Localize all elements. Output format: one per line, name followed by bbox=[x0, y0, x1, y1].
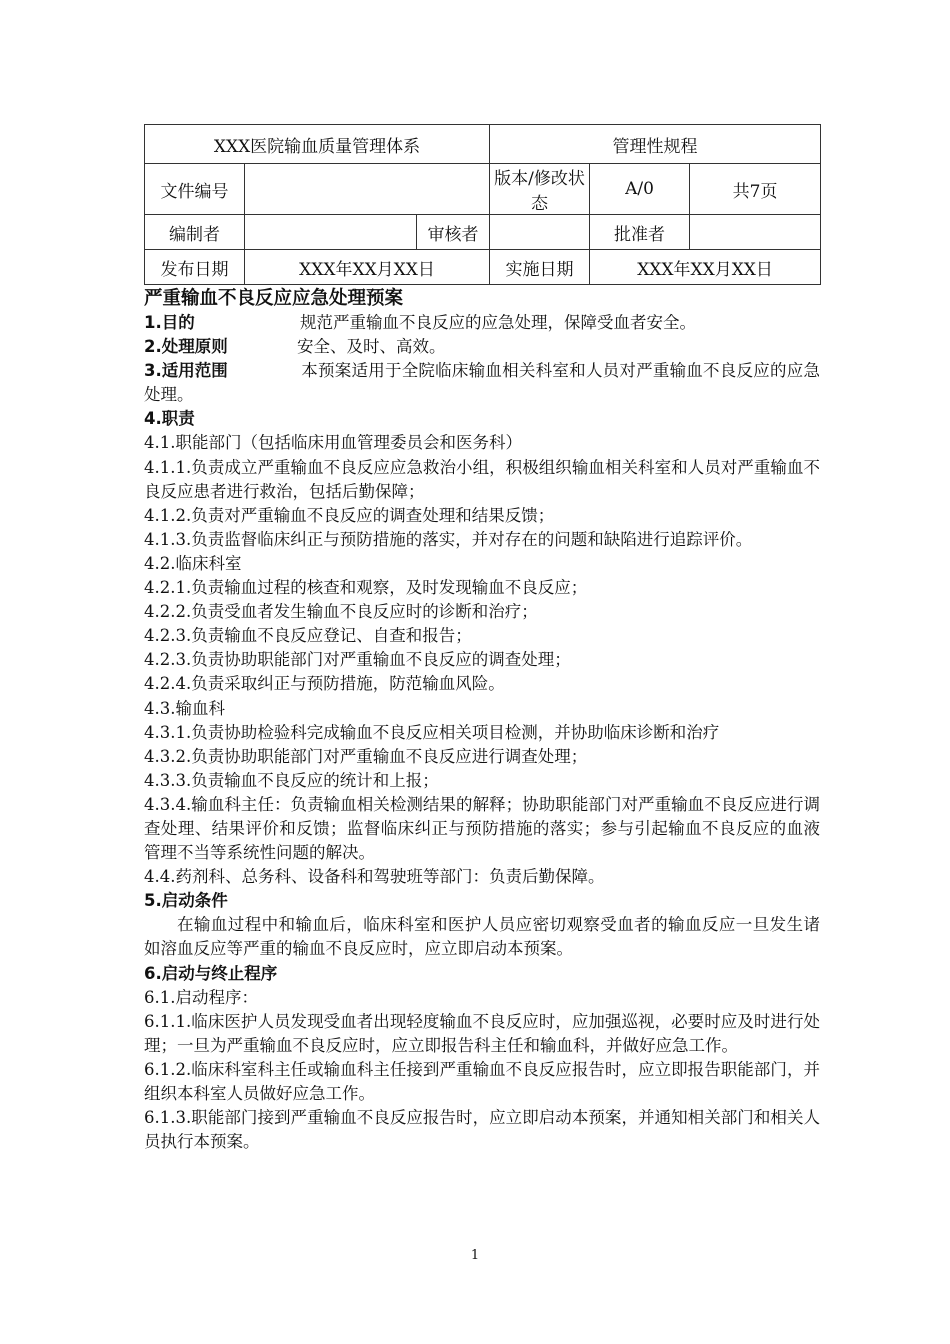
duty-list-item: 4.3.输血科 bbox=[144, 698, 225, 718]
version-label: 版本/修改状态 bbox=[490, 164, 590, 215]
duty-list-item: 4.4.药剂科、总务科、设备科和驾驶班等部门：负责后勤保障。 bbox=[144, 867, 605, 887]
procedure-list-item: 6.1.3.职能部门接到严重输血不良反应报告时，应立即启动本预案，并通知相关部门和相关人员执行本预案。 bbox=[144, 1108, 820, 1152]
header-row-1 bbox=[145, 125, 821, 164]
header-row-2 bbox=[145, 164, 821, 215]
effective-date-value: XXX年XX月XX日 bbox=[590, 250, 821, 285]
purpose-text: 规范严重输血不良反应的应急处理，保障受血者安全。 bbox=[300, 313, 696, 332]
start-condition-text: 在输血过程中和输血后，临床科室和医护人员应密切观察受血者的输血反应一旦发生诸如溶血反应等严重的输血不良反应时，应立即启动本预案。 bbox=[144, 915, 820, 959]
duty-list-item: 4.3.2.负责协助职能部门对严重输血不良反应进行调查处理； bbox=[144, 746, 588, 766]
header-row-4 bbox=[145, 250, 821, 285]
duty-list-item: 4.2.1.负责输血过程的核查和观察，及时发现输血不良反应； bbox=[144, 578, 588, 598]
page-number: 1 bbox=[470, 1248, 480, 1263]
author-label: 编制者 bbox=[145, 215, 245, 250]
reviewer-label: 审核者 bbox=[417, 215, 490, 250]
scope-label: 3.适用范围 bbox=[144, 361, 228, 381]
pages-cell: 共7页 bbox=[690, 164, 821, 215]
duty-list-item: 4.2.临床科室 bbox=[144, 553, 242, 573]
procedure-heading: 6.启动与终止程序 bbox=[144, 963, 278, 983]
duty-list-item: 4.3.3.负责输血不良反应的统计和上报； bbox=[144, 770, 439, 790]
header-table bbox=[144, 124, 821, 285]
duty-heading: 4.职责 bbox=[144, 409, 195, 429]
document-page bbox=[144, 124, 820, 1154]
approver-value bbox=[690, 215, 821, 250]
duty-list-item: 4.1.2.负责对严重输血不良反应的调查处理和结果反馈； bbox=[144, 505, 555, 525]
duty-list-item: 4.2.2.负责受血者发生输血不良反应时的诊断和治疗； bbox=[144, 602, 538, 622]
start-condition-heading: 5.启动条件 bbox=[144, 891, 228, 911]
duty-list-item: 4.3.1.负责协助检验科完成输血不良反应相关项目检测，并协助临床诊断和治疗 bbox=[144, 722, 720, 742]
duty-list-item: 4.1.1.负责成立严重输血不良反应应急救治小组，积极组织输血相关科室和人员对严重输血不良反应患者进行救治，包括后勤保障； bbox=[144, 457, 820, 501]
duty-list-item: 4.1.职能部门（包括临床用血管理委员会和医务科） bbox=[144, 433, 522, 453]
doc-category-cell: 管理性规程 bbox=[490, 125, 821, 164]
effective-date-label: 实施日期 bbox=[490, 250, 590, 285]
duty-list-item: 4.3.4.输血科主任：负责输血相关检测结果的解释；协助职能部门对严重输血不良反应进行调查处理、结果评价和反馈；监督临床纠正与预防措施的落实；参与引起输血不良反应的血液管理不当等系统性问题的解决。 bbox=[144, 794, 820, 863]
duty-list-item: 4.2.3.负责输血不良反应登记、自查和报告； bbox=[144, 626, 472, 646]
file-no-label: 文件编号 bbox=[145, 164, 245, 215]
procedure-list bbox=[144, 986, 820, 1155]
principle-label: 2.处理原则 bbox=[144, 337, 228, 357]
issue-date-label: 发布日期 bbox=[145, 250, 245, 285]
document-title: 严重输血不良反应应急处理预案 bbox=[144, 288, 404, 309]
file-no-value bbox=[245, 164, 490, 215]
procedure-list-item: 6.1.1.临床医护人员发现受血者出现轻度输血不良反应时，应加强巡视，必要时应及时进行处理；一旦为严重输血不良反应时，应立即报告科主任和输血科，并做好应急工作。 bbox=[144, 1011, 820, 1055]
procedure-list-item: 6.1.启动程序： bbox=[144, 987, 258, 1007]
duty-list bbox=[144, 431, 820, 889]
purpose-line bbox=[144, 311, 820, 335]
scope-text: 本预案适用于全院临床输血相关科室和人员对严重输血不良反应的应急处理。 bbox=[144, 361, 820, 405]
reviewer-value bbox=[490, 215, 590, 250]
version-value: A/0 bbox=[590, 164, 690, 215]
issue-date-value: XXX年XX月XX日 bbox=[245, 250, 490, 285]
approver-label: 批准者 bbox=[590, 215, 690, 250]
header-row-3 bbox=[145, 215, 821, 250]
duty-list-item: 4.1.3.负责监督临床纠正与预防措施的落实，并对存在的问题和缺陷进行追踪评价。 bbox=[144, 529, 753, 549]
procedure-list-item: 6.1.2.临床科室科主任或输血科主任接到严重输血不良反应报告时，应立即报告职能部门，并组织本科室人员做好应急工作。 bbox=[144, 1059, 820, 1103]
scope-line bbox=[144, 359, 820, 407]
duty-list-item: 4.2.4.负责采取纠正与预防措施，防范输血风险。 bbox=[144, 674, 505, 694]
system-name-cell: XXX医院输血质量管理体系 bbox=[145, 125, 490, 164]
duty-list-item: 4.2.3.负责协助职能部门对严重输血不良反应的调查处理； bbox=[144, 650, 571, 670]
principle-line bbox=[144, 335, 820, 359]
purpose-label: 1.目的 bbox=[144, 313, 195, 332]
author-value bbox=[245, 215, 417, 250]
principle-text: 安全、及时、高效。 bbox=[297, 337, 446, 357]
